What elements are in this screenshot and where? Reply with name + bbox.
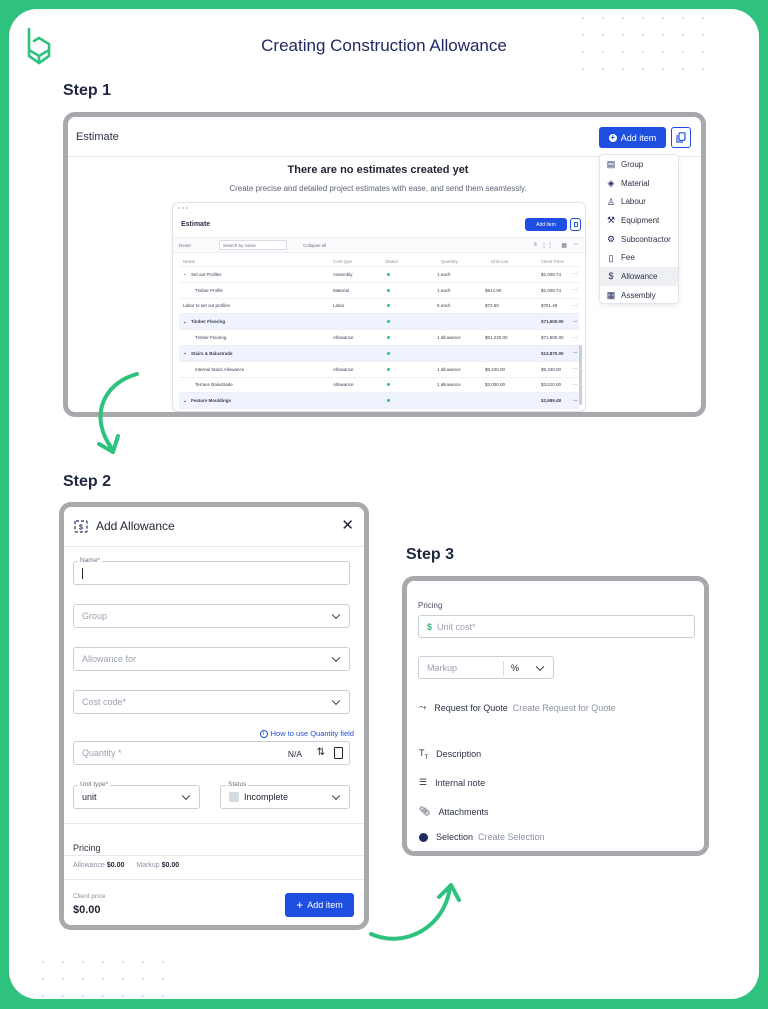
- cell-quantity: 6 each: [437, 303, 451, 309]
- description-label: Description: [436, 749, 482, 760]
- allowance-for-select[interactable]: [73, 647, 350, 671]
- unit-type-label: Unit type*: [80, 781, 109, 788]
- status-dot-icon: [387, 289, 390, 292]
- close-icon[interactable]: ✕: [341, 517, 354, 534]
- allowance-pricing-panel: [402, 576, 709, 856]
- cell-cost-type: Labor: [333, 303, 345, 309]
- pricing-title: Pricing: [73, 843, 101, 853]
- reset-button[interactable]: Reset: [179, 243, 191, 248]
- markup-summary-label: Markup: [136, 862, 160, 869]
- chevron-down-icon[interactable]: ⌄: [183, 397, 187, 403]
- cell-name: Set out Profiles: [191, 271, 222, 277]
- cost-code-select[interactable]: [73, 690, 350, 714]
- allowance-icon: $: [608, 271, 614, 282]
- labour-icon: ♙: [606, 196, 616, 207]
- calculator-icon[interactable]: [334, 747, 343, 759]
- cell-name: Feature Mouldings: [191, 398, 232, 404]
- page-title: Creating Construction Allowance: [261, 36, 507, 55]
- cell-quantity: 1 allowance: [437, 335, 461, 341]
- allowance-summary: [73, 862, 179, 869]
- cell-client-price: $2,689.48: [541, 398, 562, 404]
- cell-client-price: $761.48: [541, 303, 558, 309]
- cell-cost-type: Allowance: [333, 335, 354, 341]
- menu-item-assembly[interactable]: [600, 286, 678, 305]
- allowance-summary-label: Allowance: [73, 862, 105, 869]
- info-icon: i: [260, 730, 268, 738]
- status-dot-icon: [387, 304, 390, 307]
- cell-name: Timber Flooring: [195, 335, 227, 341]
- note-lines-icon: ☰: [419, 777, 428, 787]
- quantity-help-link[interactable]: [260, 729, 354, 738]
- menu-item-subcontractor[interactable]: [600, 230, 678, 249]
- add-item-button[interactable]: [599, 127, 666, 148]
- grid-icon[interactable]: ▦: [561, 243, 567, 249]
- markup-summary-value: $0.00: [161, 862, 180, 869]
- fee-icon: ▯: [608, 252, 614, 263]
- copy-button[interactable]: [671, 127, 691, 148]
- menu-item-label: Group: [621, 159, 644, 169]
- request-for-quote-row[interactable]: [419, 702, 616, 713]
- table-row[interactable]: [179, 346, 579, 362]
- menu-item-labour[interactable]: [600, 192, 678, 211]
- status-dot-icon: [387, 383, 390, 386]
- menu-item-material[interactable]: [600, 174, 678, 193]
- allowance-for-placeholder: Allowance for: [82, 654, 137, 664]
- chevron-down-icon[interactable]: ⌄: [183, 318, 187, 324]
- cell-name: Internal Stairs Allowance: [195, 366, 245, 372]
- preview-add-item-label: Add item: [536, 221, 556, 228]
- cell-name: Timber Profile: [195, 287, 223, 293]
- estimate-header: [68, 117, 701, 157]
- pricing-title: Pricing: [418, 601, 443, 610]
- markup-unit-select[interactable]: %: [511, 663, 520, 673]
- row-more-icon[interactable]: ⋯: [573, 287, 578, 293]
- cell-unit-cost: $61,220.00: [485, 335, 508, 341]
- allowance-icon: [74, 520, 88, 533]
- quantity-na-text: N/A: [287, 749, 302, 759]
- cell-quantity: 1 each: [437, 271, 451, 277]
- chevron-down-icon: [332, 697, 340, 705]
- status-dot-icon: [387, 352, 390, 355]
- col-name: Name: [183, 259, 196, 264]
- cell-quantity: 1 allowance: [437, 382, 461, 388]
- arrow-step2-to-step3-icon: [365, 877, 465, 952]
- cell-unit-cost: $72.60: [485, 303, 499, 309]
- main-card: [9, 9, 759, 999]
- text-format-icon: $T_T$: [419, 748, 429, 761]
- step-1-label: Step 1: [63, 82, 112, 99]
- preview-search-input[interactable]: Search by name: [219, 240, 287, 250]
- unit-cost-field[interactable]: [418, 615, 695, 638]
- preview-scrollbar[interactable]: [579, 345, 582, 405]
- cell-client-price: $13,870.00: [541, 350, 564, 356]
- cell-cost-type: Material: [333, 287, 350, 293]
- description-row[interactable]: [419, 748, 481, 761]
- create-selection-link[interactable]: Create Selection: [478, 832, 545, 842]
- cell-name: Terrace Balustrade: [195, 382, 233, 388]
- table-row[interactable]: [179, 299, 579, 315]
- menu-item-fee[interactable]: [600, 248, 678, 267]
- cell-cost-type: Allowance: [333, 366, 354, 372]
- cell-unit-cost: $914.90: [485, 287, 502, 293]
- preview-table: [179, 257, 579, 409]
- row-more-icon[interactable]: ⋯: [573, 302, 578, 308]
- name-field[interactable]: [73, 561, 350, 585]
- chevron-down-icon: [536, 662, 544, 670]
- status-dot-icon: [387, 399, 390, 402]
- group-icon: ▤: [606, 159, 616, 170]
- formula-icon[interactable]: ⇅: [316, 747, 325, 758]
- preview-table-header: [179, 257, 579, 267]
- row-more-icon[interactable]: ⋯: [573, 271, 578, 277]
- menu-item-group[interactable]: [600, 155, 678, 174]
- allowance-summary-value: $0.00: [106, 862, 125, 869]
- paperclip-icon: 📎︎: [419, 806, 431, 816]
- cell-client-price: $71,600.00: [541, 335, 564, 341]
- selection-icon: [419, 833, 428, 842]
- quantity-placeholder: Quantity *: [82, 748, 122, 758]
- markup-placeholder: Markup: [427, 662, 458, 673]
- cell-cost-type: Assembly: [333, 271, 353, 277]
- attachments-label: Attachments: [438, 806, 489, 817]
- table-row[interactable]: [179, 393, 579, 409]
- plus-circle-icon: +: [610, 132, 616, 142]
- status-checkbox-icon: [229, 792, 239, 802]
- chevron-down-icon: [332, 611, 340, 619]
- svg-text:$: $: [79, 524, 83, 532]
- material-icon: ◈: [607, 178, 615, 189]
- attachments-row[interactable]: [419, 806, 488, 817]
- step-1-screenshot: [63, 112, 706, 417]
- quantity-help-label: How to use Quantity field: [270, 729, 354, 738]
- chevron-down-icon[interactable]: ⌄: [183, 271, 187, 277]
- filter-icon[interactable]: ≡: [533, 242, 537, 248]
- status-label: Status: [228, 781, 247, 788]
- menu-item-label: Fee: [621, 253, 635, 263]
- menu-item-label: Labour: [621, 197, 646, 207]
- create-rfq-link[interactable]: Create Request for Quote: [512, 702, 616, 713]
- assembly-icon: ▦: [606, 290, 616, 301]
- table-row[interactable]: [179, 362, 579, 378]
- dialog-add-item-label: Add item: [307, 900, 343, 910]
- row-more-icon[interactable]: ⋯: [573, 318, 578, 324]
- cell-name: Timber Flooring: [191, 319, 226, 325]
- row-more-icon[interactable]: ⋯: [573, 381, 578, 387]
- cell-unit-cost: $3,000.00: [485, 382, 506, 388]
- menu-item-label: Equipment: [621, 215, 660, 225]
- cell-client-price: $3,510.00: [541, 382, 562, 388]
- selection-row[interactable]: [419, 832, 545, 842]
- chevron-down-icon: [332, 654, 340, 662]
- menu-item-label: Assembly: [621, 290, 656, 300]
- menu-item-equipment[interactable]: [600, 211, 678, 230]
- status-dot-icon: [387, 336, 390, 339]
- estimate-preview-window: [172, 202, 586, 412]
- group-placeholder: Group: [82, 611, 108, 621]
- row-more-icon[interactable]: ⋯: [573, 366, 578, 372]
- col-unit-cost: Unit cost: [491, 259, 509, 264]
- subcontractor-icon: ⚙: [606, 234, 616, 245]
- rfq-label: Request for Quote: [434, 702, 508, 713]
- status-dot-icon: [387, 368, 390, 371]
- cell-quantity: 1 allowance: [437, 366, 461, 372]
- copy-icon: [676, 132, 686, 143]
- client-price-value: $0.00: [73, 904, 101, 916]
- dialog-title: Add Allowance: [96, 519, 175, 533]
- empty-state-title: There are no estimates created yet: [287, 164, 469, 176]
- quantity-field[interactable]: [73, 741, 350, 765]
- cell-client-price: $71,600.00: [541, 319, 564, 325]
- row-more-icon[interactable]: ⋯: [573, 350, 578, 356]
- cell-cost-type: Allowance: [333, 382, 354, 388]
- col-status: Status: [385, 259, 398, 264]
- text-cursor: [82, 568, 83, 579]
- add-item-menu: [599, 154, 679, 304]
- cell-name: Stairs & Balustrade: [191, 350, 233, 356]
- name-field-label: Name*: [80, 557, 100, 564]
- arrow-step1-to-step2-icon: [81, 364, 151, 464]
- table-row[interactable]: [179, 267, 579, 283]
- row-more-icon[interactable]: ⋯: [573, 397, 578, 403]
- col-cost-type: Cost type: [333, 259, 353, 264]
- status-dot-icon: [387, 273, 390, 276]
- empty-state-subtitle: Create precise and detailed project estimates with ease, and send them seamlessly.: [229, 184, 527, 193]
- cell-client-price: $2,009.74: [541, 271, 562, 277]
- more-icon[interactable]: ⋯: [573, 242, 579, 248]
- collapse-all-button[interactable]: Collapse all: [303, 243, 327, 248]
- cell-client-price: $9,340.00: [541, 366, 562, 372]
- menu-item-allowance[interactable]: [600, 267, 678, 286]
- preview-title: Estimate: [181, 221, 211, 228]
- col-quantity: Quantity: [441, 259, 458, 264]
- internal-note-label: Internal note: [435, 777, 486, 788]
- unit-type-value: unit: [82, 792, 97, 802]
- preview-toolbar: [173, 237, 585, 253]
- selection-label: Selection: [436, 832, 474, 842]
- step-2-label: Step 2: [63, 473, 112, 490]
- markup-field[interactable]: [418, 656, 554, 679]
- add-item-label: Add item: [620, 132, 657, 143]
- dialog-header: [64, 507, 364, 547]
- window-dots: [178, 207, 188, 209]
- unit-cost-placeholder: Unit cost*: [437, 621, 476, 632]
- equipment-icon: ⚒: [606, 215, 616, 226]
- unit-type-select[interactable]: [73, 785, 200, 809]
- menu-item-label: Allowance: [621, 271, 658, 281]
- cell-client-price: $2,009.74: [541, 287, 562, 293]
- columns-icon[interactable]: ⋮⋮: [541, 243, 553, 249]
- table-row[interactable]: [179, 314, 579, 330]
- quote-icon: ⤳: [419, 702, 427, 712]
- decorative-dots-bottom-left: [42, 961, 164, 999]
- step-3-label: Step 3: [406, 546, 455, 563]
- cell-name: Labor to set out profiles: [183, 303, 231, 309]
- group-select[interactable]: [73, 604, 350, 628]
- chevron-down-icon: [182, 792, 190, 800]
- add-allowance-dialog: [59, 502, 369, 930]
- status-select[interactable]: [220, 785, 350, 809]
- client-price-label: Client price: [73, 893, 106, 900]
- estimate-title: Estimate: [76, 131, 119, 143]
- copy-icon: [574, 222, 578, 227]
- table-row[interactable]: [179, 330, 579, 346]
- table-row[interactable]: [179, 378, 579, 394]
- table-row[interactable]: [179, 283, 579, 299]
- row-more-icon[interactable]: ⋯: [573, 334, 578, 340]
- col-client-price: Client Price: [541, 259, 565, 264]
- internal-note-row[interactable]: [419, 777, 485, 788]
- cell-unit-cost: $8,220.00: [485, 366, 506, 372]
- menu-item-label: Subcontractor: [621, 234, 671, 244]
- preview-copy-button[interactable]: [570, 218, 581, 231]
- cell-quantity: 1 each: [437, 287, 451, 293]
- chevron-down-icon[interactable]: ⌄: [183, 350, 187, 356]
- status-value: Incomplete: [244, 792, 289, 802]
- plus-icon: +: [296, 898, 304, 912]
- chevron-down-icon: [332, 792, 340, 800]
- menu-item-label: Material: [621, 178, 650, 188]
- status-dot-icon: [387, 320, 390, 323]
- preview-add-item-button[interactable]: [525, 218, 567, 231]
- dialog-add-item-button[interactable]: [285, 893, 354, 917]
- cost-code-placeholder: Cost code*: [82, 697, 127, 707]
- dollar-icon: $: [427, 621, 433, 632]
